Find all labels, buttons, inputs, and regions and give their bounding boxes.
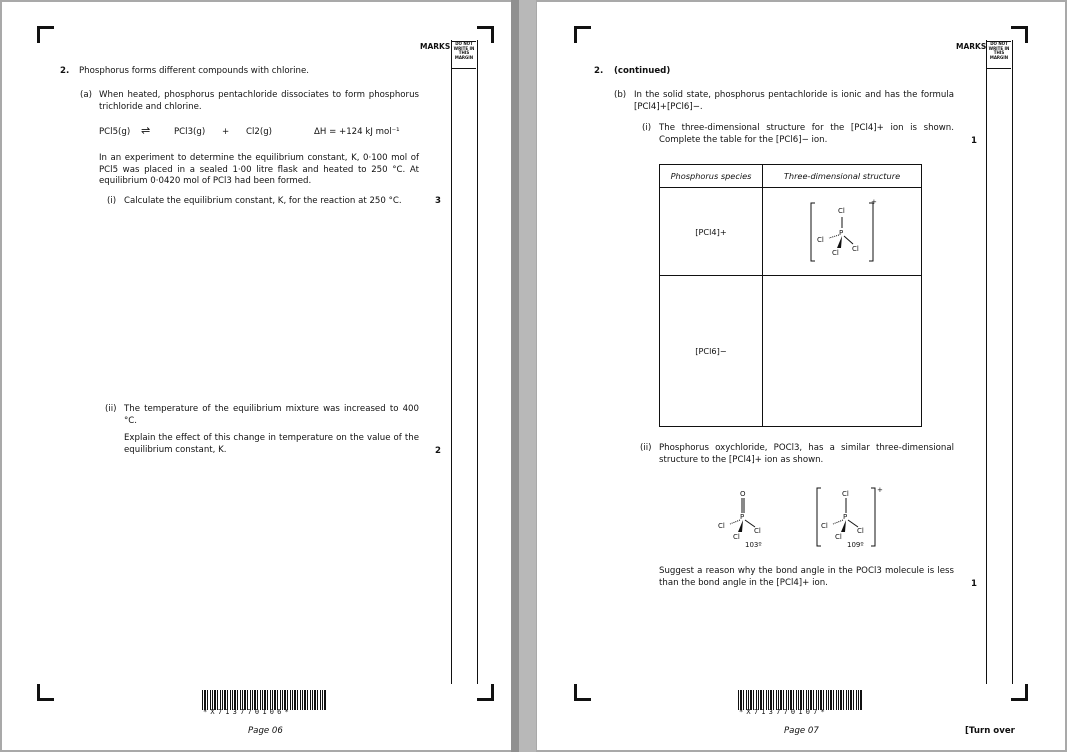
atom-label-cl: Cl	[838, 206, 845, 215]
part-b-label: (b)	[614, 90, 627, 100]
part-i-text: Calculate the equilibrium constant, K, for the reaction at 250 °C.	[124, 196, 402, 206]
atom-label-cl: Cl	[718, 522, 725, 530]
atom-label-cl: Cl	[817, 235, 824, 244]
atom-label-cl: Cl	[835, 533, 842, 541]
part-ii-label: (ii)	[105, 404, 117, 414]
part-i-text: The three-dimensional structure for the [PCl4]+ ion is shown. Complete the table for the [PCl6]− ion.	[659, 123, 954, 145]
crop-mark	[37, 684, 54, 701]
atom-label-p: P	[740, 513, 745, 521]
barcode	[202, 690, 326, 710]
part-ii-text: Phosphorus oxychloride, POCl3, has a similar three-dimensional structure to the [PCl4]+ ion as shown.	[659, 443, 954, 465]
bond-angle-pocl3: 103º	[745, 541, 762, 549]
atom-label-cl: Cl	[842, 490, 849, 498]
atom-label-o: O	[740, 490, 746, 498]
crop-mark	[574, 684, 591, 701]
atom-label-cl: Cl	[733, 533, 740, 541]
crop-mark	[1011, 26, 1028, 43]
crop-mark	[37, 26, 54, 43]
do-not-write-label: DO NOT WRITE IN THIS MARGIN	[987, 41, 1011, 69]
charge-label: +	[877, 486, 883, 494]
barcode-number: *X713770106*	[203, 708, 292, 716]
marks-header: MARKS	[420, 42, 451, 51]
barcode	[738, 690, 862, 710]
crop-mark	[477, 684, 494, 701]
bond-angle-pcl4: 109º	[847, 541, 864, 549]
equation-product1: PCl3(g)	[174, 127, 206, 137]
part-i-marks: 1	[971, 136, 977, 146]
part-ii-marks: 2	[435, 446, 441, 456]
header-species: Phosphorus species	[660, 165, 763, 188]
crop-mark	[1011, 684, 1028, 701]
part-i-label: (i)	[642, 123, 652, 133]
species-table	[659, 164, 922, 427]
atom-label-cl: Cl	[852, 244, 859, 253]
do-not-write-label: DO NOT WRITE IN THIS MARGIN	[452, 41, 476, 69]
equation-reactant: PCl5(g)	[99, 127, 131, 137]
suggest-text: Suggest a reason why the bond angle in the POCl3 molecule is less than the bond angle in the [PCl4]+ ion.	[659, 566, 954, 588]
part-ii-text1: The temperature of the equilibrium mixture was increased to 400 °C.	[124, 404, 419, 426]
species-cell: [PCl6]−	[660, 276, 763, 427]
part-i-label: (i)	[107, 196, 117, 206]
crop-mark	[477, 26, 494, 43]
part-a-text: When heated, phosphorus pentachloride dissociates to form phosphorus trichloride and chlorine.	[99, 90, 419, 112]
part-i-marks: 3	[435, 196, 441, 206]
question-number: 2.	[594, 66, 604, 76]
continued-label: (continued)	[614, 66, 671, 76]
experiment-text: In an experiment to determine the equilibrium constant, K, 0·100 mol of PCl5 was placed in a sealed 1·00 litre flask and heated to 250 °C. At equilibrium 0·0420 mol of PCl3 had been formed.	[99, 153, 419, 186]
part-ii-label: (ii)	[640, 443, 652, 453]
pcl4-structure	[807, 199, 877, 265]
equation-product2: Cl2(g)	[246, 127, 273, 137]
page-06	[2, 2, 511, 750]
part-a-label: (a)	[80, 90, 92, 100]
part-b-text: In the solid state, phosphorus pentachloride is ionic and has the formula [PCl4]+[PCl6]−.	[634, 90, 954, 112]
marks-margin	[986, 40, 1013, 684]
header-structure: Three-dimensional structure	[763, 165, 922, 188]
turn-over-label: [Turn over	[965, 726, 1015, 736]
question-intro: Phosphorus forms different compounds with chlorine.	[79, 66, 309, 76]
suggest-marks: 1	[971, 579, 977, 589]
atom-label-cl: Cl	[754, 527, 761, 535]
equilibrium-arrow: ⇌	[141, 124, 151, 137]
pocl3-structure	[715, 486, 775, 550]
page-gutter-right	[519, 0, 536, 752]
pcl4-ion-structure	[813, 486, 885, 550]
crop-mark	[574, 26, 591, 43]
page-number: Page 06	[248, 726, 283, 736]
page-number: Page 07	[784, 726, 819, 736]
atom-label-p: P	[843, 513, 848, 521]
equation-plus: +	[222, 127, 230, 137]
species-cell: [PCl4]+	[660, 188, 763, 276]
structure-cell-pcl4	[763, 188, 922, 276]
atom-label-cl: Cl	[821, 522, 828, 530]
marks-margin	[451, 40, 478, 684]
part-ii-text2: Explain the effect of this change in temperature on the value of the equilibrium constant, K.	[124, 433, 419, 455]
atom-label-cl: Cl	[832, 248, 839, 257]
enthalpy-change: ΔH = +124 kJ mol⁻¹	[314, 127, 400, 137]
atom-label-p: P	[839, 228, 844, 237]
page-07	[537, 2, 1065, 750]
barcode-number: *X713770107*	[739, 708, 828, 716]
question-number: 2.	[60, 66, 70, 76]
charge-label: +	[871, 198, 877, 206]
structure-cell-pcl6	[763, 276, 922, 427]
marks-header: MARKS	[956, 42, 987, 51]
atom-label-cl: Cl	[857, 527, 864, 535]
